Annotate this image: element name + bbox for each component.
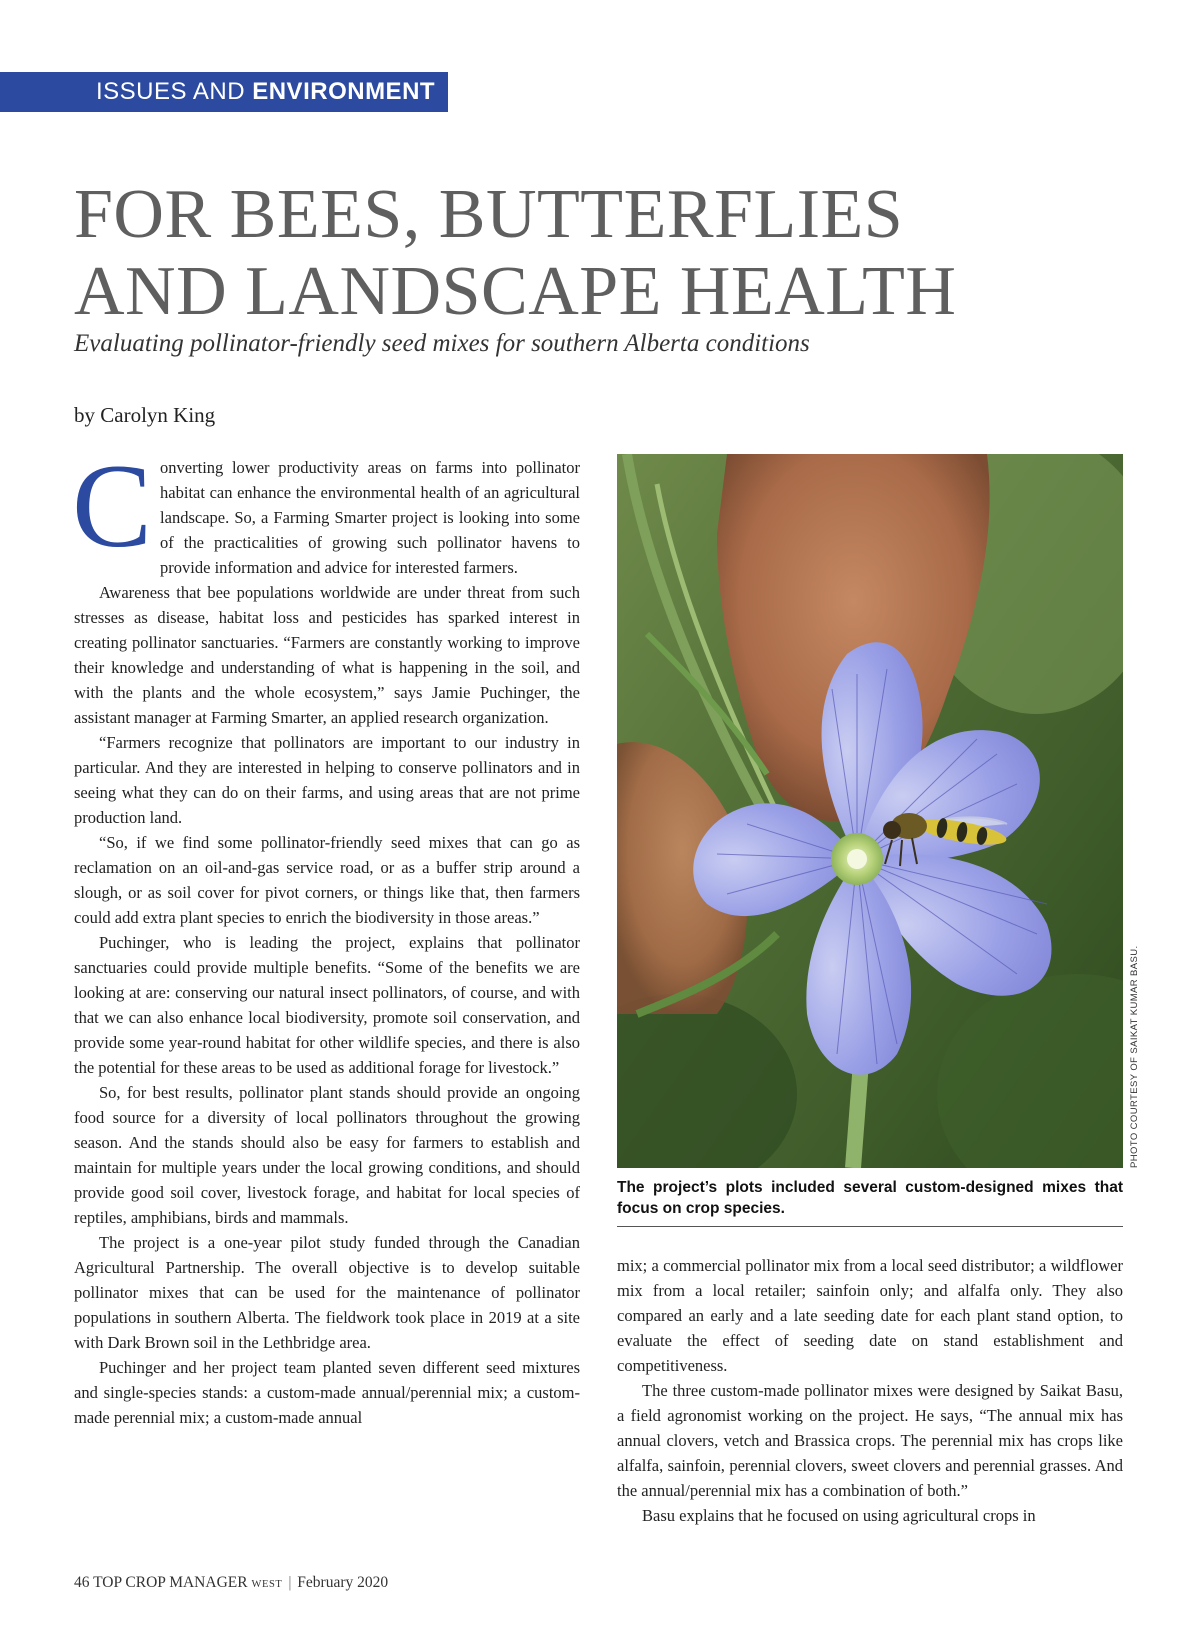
page-number: 46 [74, 1574, 90, 1591]
article-paragraph: Awareness that bee populations worldwide are under threat from such stresses as disease, habitat loss and pesticides has sparked interest in creating pollinator sanctuaries. “Farmers are constantly working to improve their knowledge and understanding of what is happening in the soil, and with the plants and the whole ecosystem,” says Jamie Puchinger, the assistant manager at Farming Smarter, an applied research organization. [74, 583, 580, 727]
byline: by Carolyn King [74, 403, 216, 427]
footer-separator: | [288, 1574, 292, 1591]
article-paragraph: The project is a one-year pilot study funded through the Canadian Agricultural Partnership. The overall objective is to develop suitable pollinator mixes that can be used for the maintenance of pollinator populations in southern Alberta. The fieldwork took place in 2019 at a site with Dark Brown soil in the Lethbridge area. [74, 1233, 580, 1352]
article-column-right [617, 1253, 1123, 1528]
flax-flower-hoverfly-image [617, 454, 1123, 1168]
article-headline [74, 176, 956, 330]
flower-photo [617, 454, 1123, 1168]
drop-cap: C [72, 439, 153, 572]
caption-divider [617, 1226, 1123, 1227]
article-paragraph: “So, if we find some pollinator-friendly seed mixes that can go as reclamation on an oil-and-gas service road, or as a buffer strip around a slough, or as soil cover for pivot corners, or things like that, then farmers could add extra plant species to enrich the biodiversity in those areas.” [74, 833, 580, 927]
section-label-bold: ENVIRONMENT [252, 78, 436, 105]
article-deck: Evaluating pollinator-friendly seed mixes for southern Alberta conditions [74, 330, 810, 357]
article-paragraph: Basu explains that he focused on using agricultural crops in [642, 1506, 1036, 1525]
article-paragraph: Puchinger and her project team planted seven different seed mixtures and single-species stands: a custom-made annual/perennial mix; a custom-made perennial mix; a custom-made annual [74, 1358, 580, 1427]
issue-date: February 2020 [297, 1574, 389, 1591]
section-label-light: ISSUES AND [96, 78, 253, 105]
magazine-name: TOP CROP MANAGER [93, 1574, 248, 1591]
headline-line-2: AND LANDSCAPE HEALTH [74, 253, 957, 330]
paragraph-text: onverting lower productivity areas on farms into pollinator habitat can enhance the environmental health of an agricultural landscape. So, a Farming Smarter project is looking into some of the practicalities of growing such pollinator havens to provide information and advice for interested farmers. [160, 458, 580, 577]
photo-credit: PHOTO COURTESY OF SAIKAT KUMAR BASU. [1129, 945, 1140, 1168]
article-paragraph: mix; a commercial pollinator mix from a local seed distributor; a wildflower mix from a local retailer; sainfoin only; and alfalfa only. They also compared an early and a late seeding date for each plant stand option, to evaluate the effect of seeding date on stand establishment and competitiveness. [617, 1256, 1123, 1375]
page-footer [74, 1574, 388, 1592]
article-paragraph: Puchinger, who is leading the project, explains that pollinator sanctuaries could provide multiple benefits. “Some of the benefits we are looking at are: conserving our natural insect pollinators, of course, and with that we can also enhance local biodiversity, promote soil conservation, and provide some year-round habitat for other wildlife species, and there is also the potential for these areas to be used as additional forage for livestock.” [74, 933, 580, 1077]
headline-line-1: FOR BEES, BUTTERFLIES [74, 176, 904, 253]
article-paragraph: So, for best results, pollinator plant stands should provide an ongoing food source for a diversity of local pollinators throughout the growing season. And the stands should also be easy for farmers to establish and maintain for multiple years under the local growing conditions, and should provide good soil cover, livestock forage, and habitat for local species of reptiles, amphibians, birds and mammals. [74, 1083, 580, 1227]
photo-caption: The project’s plots included several custom-designed mixes that focus on crop species. [617, 1179, 1123, 1217]
section-label [0, 72, 448, 112]
article-paragraph [72, 439, 580, 580]
article-paragraph: “Farmers recognize that pollinators are important to our industry in particular. And they are interested in helping to conserve pollinators and in seeing what they can do on their farms, and using areas that are not prime production land. [74, 733, 580, 827]
article-paragraph: The three custom-made pollinator mixes were designed by Saikat Basu, a field agronomist working on the project. He says, “The annual mix has annual clovers, vetch and Brassica crops. The perennial mix has crops like alfalfa, sainfoin, perennial clovers, sweet clovers and perennial grasses. And the annual/perennial mix has a combination of both.” [617, 1381, 1123, 1500]
magazine-edition: WEST [251, 1579, 283, 1590]
article-column-left [72, 439, 580, 1430]
